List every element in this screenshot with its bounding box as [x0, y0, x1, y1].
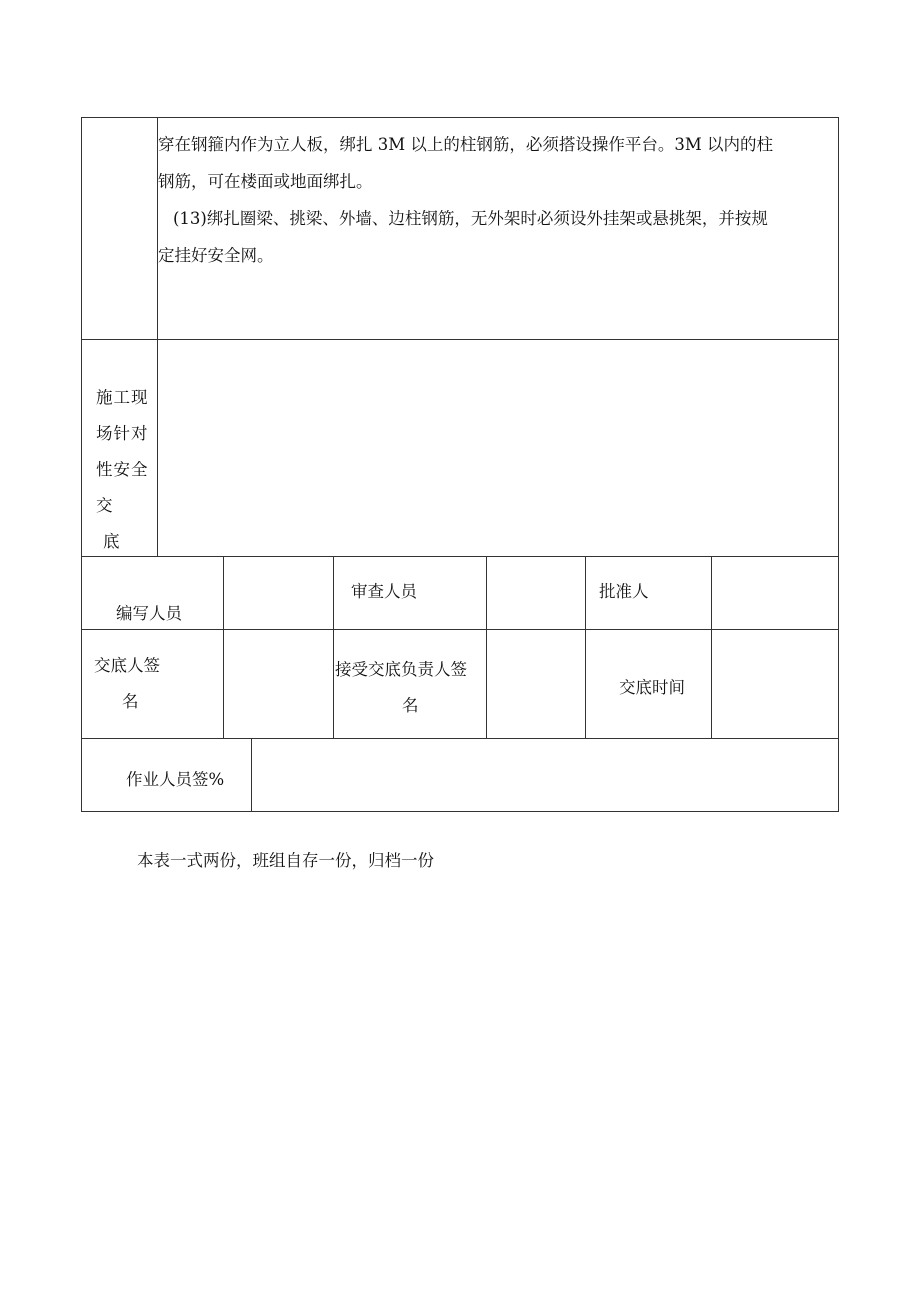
site-safety-label	[96, 380, 160, 560]
col-divider-4	[585, 556, 586, 738]
row-divider-1	[82, 339, 838, 340]
site-safety-label-line: 场针对	[96, 424, 149, 443]
briefer-label: 交底人签	[94, 656, 160, 675]
receiver-label: 接受交底负责人签	[335, 660, 467, 679]
footer-note: 本表一式两份，班组自存一份，归档一份	[137, 851, 434, 870]
site-safety-label-line: 交	[96, 496, 114, 515]
approver-label: 批准人	[599, 582, 649, 601]
author-value[interactable]	[232, 568, 327, 623]
site-safety-content[interactable]	[172, 348, 832, 548]
row-divider-2	[82, 556, 838, 557]
safety-briefing-table	[81, 117, 839, 812]
content-line: 定挂好安全网。	[158, 246, 274, 265]
site-safety-label-line: 施工现	[96, 388, 149, 407]
reviewer-value[interactable]	[494, 568, 579, 623]
briefer-signature[interactable]	[232, 638, 327, 728]
site-safety-label-line: 性安全	[96, 460, 149, 479]
workers-label: 作业人员签%	[126, 770, 225, 789]
author-label: 编写人员	[116, 604, 182, 623]
time-label: 交底时间	[619, 678, 685, 697]
time-value[interactable]	[720, 638, 830, 728]
approver-value[interactable]	[720, 568, 830, 623]
briefing-content-text	[158, 126, 838, 274]
site-safety-label-line: 底	[103, 532, 121, 551]
content-line: (13)绑扎圈梁、挑梁、外墙、边柱钢筋，无外架时必须设外挂架或悬挑架，并按规	[173, 209, 768, 228]
briefer-label-cont: 名	[122, 692, 139, 711]
workers-signature[interactable]	[262, 748, 832, 803]
col-divider-5	[711, 556, 712, 738]
receiver-label-cont: 名	[402, 696, 419, 715]
content-line: 穿在钢箍内作为立人板，绑扎 3M 以上的柱钢筋，必须搭设操作平台。3M 以内的柱	[158, 135, 774, 154]
col-divider-2	[333, 556, 334, 738]
col-divider-1	[223, 556, 224, 738]
col-divider-3	[486, 556, 487, 738]
content-line: 钢筋，可在楼面或地面绑扎。	[158, 172, 373, 191]
reviewer-label: 审查人员	[351, 582, 417, 601]
workers-col-divider	[251, 738, 252, 811]
row-divider-3	[82, 629, 838, 630]
row-divider-4	[82, 738, 838, 739]
receiver-signature[interactable]	[494, 638, 579, 728]
